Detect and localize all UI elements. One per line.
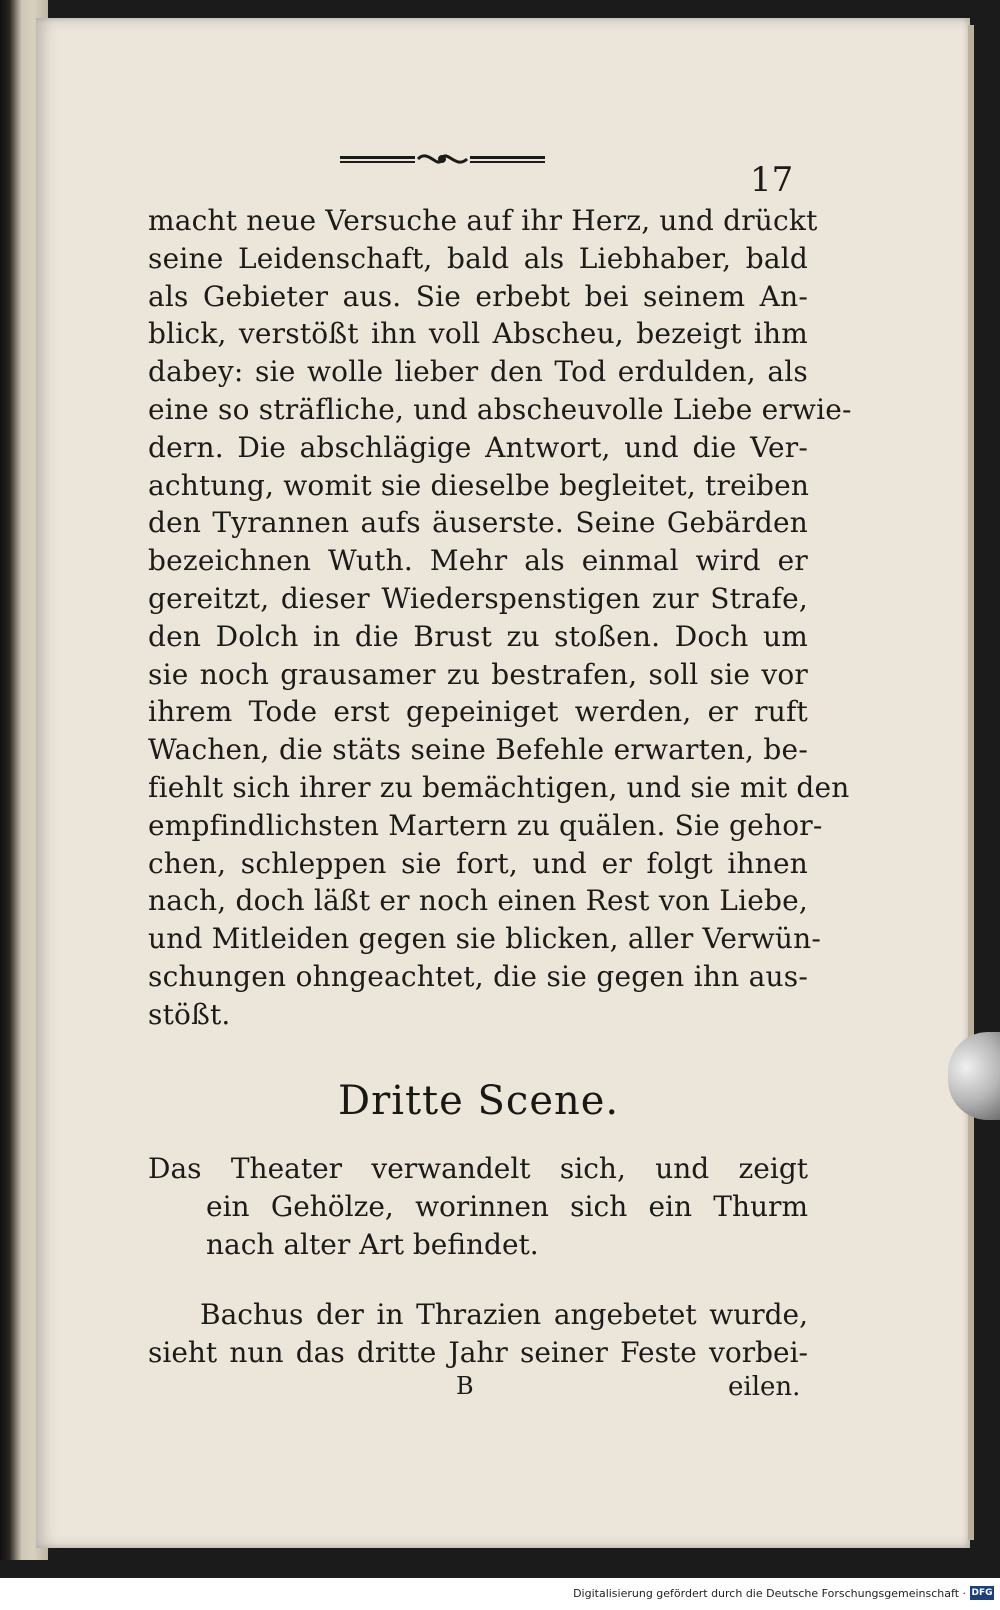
stage-line: nach alter Art befindet. (206, 1228, 539, 1261)
footer-credit: Digitalisierung gefördert durch die Deutsche Forschungsgemeinschaft · (573, 1587, 966, 1600)
text-line: seine Leidenschaft, bald als Liebhaber, bald (148, 241, 808, 275)
text-line: schungen ohngeachtet, die sie gegen ihn aus- (148, 959, 808, 993)
text-line: sieht nun das dritte Jahr seiner Feste vorbei- (148, 1336, 808, 1369)
text-line: dern. Die abschlägige Antwort, und die Ver- (148, 430, 808, 464)
text-line: blick, verstößt ihn voll Abscheu, bezeigt ihm (148, 317, 808, 351)
text-line: und Mitleiden gegen sie blicken, aller Verwün- (148, 922, 822, 956)
text-line: den Dolch in die Brust zu stoßen. Doch um (148, 619, 808, 653)
text-line: als Gebieter aus. Sie erbebt bei seinem An- (148, 279, 808, 313)
text-line: empfindlichsten Martern zu quälen. Sie gehor- (148, 808, 823, 842)
text-line: nach, doch läßt er noch einen Rest von Liebe, (148, 884, 808, 918)
stage-line: ein Gehölze, worinnen sich ein Thurm (206, 1190, 808, 1223)
footer-bar (0, 1578, 1000, 1610)
text-line: dabey: sie wolle lieber den Tod erdulden, als (148, 355, 808, 389)
text-line: achtung, womit sie dieselbe begleitet, treiben (148, 468, 810, 502)
dfg-logo-icon: DFG (971, 1588, 993, 1598)
stage-direction (148, 1150, 808, 1264)
text-line: gereitzt, dieser Wiederspenstigen zur Strafe, (148, 581, 808, 615)
text-line: macht neue Versuche auf ihr Herz, und drückt (148, 204, 818, 237)
page-edge (968, 25, 974, 1540)
page-number: 17 (750, 160, 794, 200)
text-line: ihrem Tode erst gepeiniget werden, er ruft (148, 695, 808, 729)
body-text (148, 202, 852, 1034)
text-line: den Tyrannen aufs äuserste. Seine Gebärden (148, 506, 808, 540)
text-line: chen, schleppen sie fort, und er folgt ihnen (148, 846, 808, 880)
text-line: fiehlt sich ihrer zu bemächtigen, und sie mit den (148, 770, 850, 804)
catchword: eilen. (728, 1372, 801, 1402)
text-line: Bachus der in Thrazien angebetet wurde, (200, 1298, 808, 1331)
text-line: sie noch grausamer zu bestrafen, soll sie vor (148, 657, 808, 691)
text-line: Wachen, die stäts seine Befehle erwarten, be- (148, 733, 808, 767)
text-line: stößt. (148, 997, 231, 1031)
signature-mark: B (456, 1372, 474, 1400)
closing-paragraph (148, 1296, 808, 1372)
ornament-rule-icon (340, 148, 545, 170)
scene-heading: Dritte Scene. (338, 1078, 620, 1124)
text-line: bezeichnen Wuth. Mehr als einmal wird er (148, 544, 808, 578)
text-line: eine so sträfliche, und abscheuvolle Liebe erwie- (148, 392, 852, 426)
stage-line: Das Theater verwandelt sich, und zeigt (148, 1152, 808, 1185)
